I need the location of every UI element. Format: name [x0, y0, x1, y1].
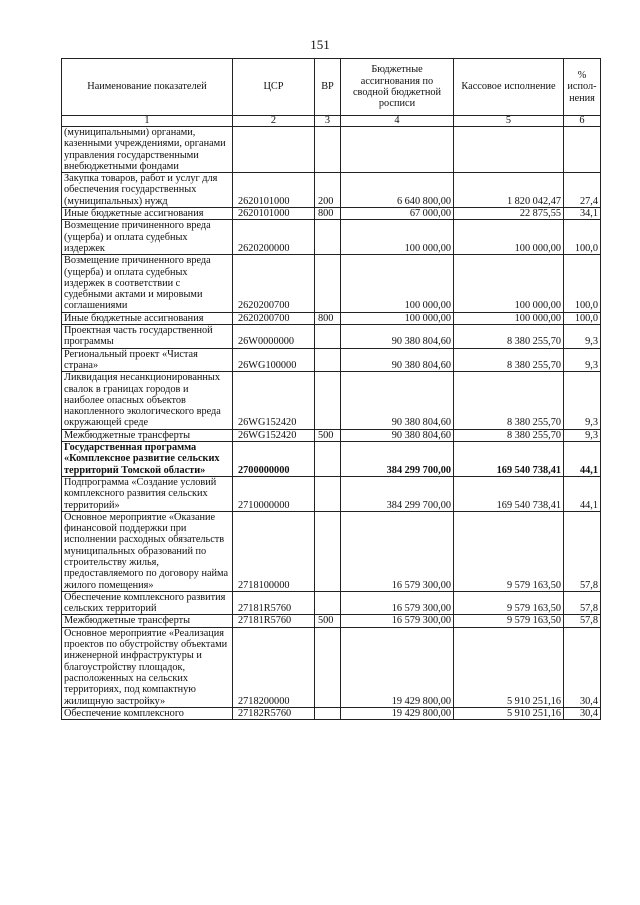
cell-name: Ликвидация несанкционированных свалок в границах городов и наиболее опасных объектов накопленного экологического вреда окружающей среде	[62, 372, 233, 429]
cell-percent: 30,4	[564, 627, 601, 707]
header-percent: % испол-нения	[564, 59, 601, 116]
cell-budget: 100 000,00	[341, 312, 454, 324]
cell-csr: 2620200700	[233, 312, 315, 324]
cell-csr: 27181R5760	[233, 615, 315, 627]
cell-name: Межбюджетные трансферты	[62, 429, 233, 441]
table-row	[62, 511, 601, 591]
cell-percent: 27,4	[564, 173, 601, 208]
cell-vr	[315, 127, 341, 173]
cell-name: Иные бюджетные ассигнования	[62, 312, 233, 324]
cell-cash: 100 000,00	[454, 312, 564, 324]
cell-csr: 2700000000	[233, 442, 315, 477]
table-row	[62, 476, 601, 511]
table-row	[62, 591, 601, 615]
cell-percent: 9,3	[564, 429, 601, 441]
cell-name: Региональный проект «Чистая страна»	[62, 348, 233, 372]
cell-csr: 26WG152420	[233, 372, 315, 429]
cell-csr: 2710000000	[233, 476, 315, 511]
cell-name: (муниципальными) органами, казенными учреждениями, органами управления государственными внебюджетными фондами	[62, 127, 233, 173]
cell-csr: 2620200700	[233, 255, 315, 312]
cell-budget: 384 299 700,00	[341, 476, 454, 511]
column-number: 2	[233, 116, 315, 127]
cell-vr	[315, 511, 341, 591]
cell-name: Подпрограмма «Создание условий комплексного развития сельских территорий»	[62, 476, 233, 511]
cell-vr: 500	[315, 615, 341, 627]
column-number-row	[62, 116, 601, 127]
column-number: 1	[62, 116, 233, 127]
cell-cash: 5 910 251,16	[454, 627, 564, 707]
column-number: 6	[564, 116, 601, 127]
cell-percent: 57,8	[564, 511, 601, 591]
budget-execution-table	[61, 58, 601, 720]
cell-vr: 800	[315, 312, 341, 324]
cell-cash: 100 000,00	[454, 220, 564, 255]
cell-percent	[564, 127, 601, 173]
cell-cash	[454, 127, 564, 173]
cell-budget: 90 380 804,60	[341, 372, 454, 429]
cell-csr: 2620101000	[233, 208, 315, 220]
cell-vr: 800	[315, 208, 341, 220]
table-row	[62, 615, 601, 627]
cell-percent: 9,3	[564, 325, 601, 349]
cell-cash: 100 000,00	[454, 255, 564, 312]
table-row	[62, 173, 601, 208]
cell-percent: 9,3	[564, 348, 601, 372]
cell-cash: 9 579 163,50	[454, 591, 564, 615]
header-name: Наименование показателей	[62, 59, 233, 116]
cell-cash: 169 540 738,41	[454, 476, 564, 511]
cell-vr	[315, 255, 341, 312]
cell-vr	[315, 591, 341, 615]
cell-budget: 90 380 804,60	[341, 325, 454, 349]
cell-vr	[315, 220, 341, 255]
cell-vr	[315, 442, 341, 477]
cell-budget: 16 579 300,00	[341, 591, 454, 615]
cell-cash: 1 820 042,47	[454, 173, 564, 208]
cell-budget: 67 000,00	[341, 208, 454, 220]
cell-name: Возмещение причиненного вреда (ущерба) и оплата судебных издержек	[62, 220, 233, 255]
cell-percent: 100,0	[564, 220, 601, 255]
table-row	[62, 348, 601, 372]
cell-csr: 27182R5760	[233, 707, 315, 719]
cell-percent: 34,1	[564, 208, 601, 220]
column-number: 4	[341, 116, 454, 127]
cell-vr	[315, 627, 341, 707]
cell-name: Иные бюджетные ассигнования	[62, 208, 233, 220]
table-row	[62, 220, 601, 255]
table-row	[62, 627, 601, 707]
cell-budget	[341, 127, 454, 173]
cell-budget: 90 380 804,60	[341, 429, 454, 441]
cell-vr	[315, 476, 341, 511]
cell-percent: 30,4	[564, 707, 601, 719]
cell-cash: 169 540 738,41	[454, 442, 564, 477]
cell-name: Межбюджетные трансферты	[62, 615, 233, 627]
table-row	[62, 325, 601, 349]
cell-cash: 9 579 163,50	[454, 511, 564, 591]
cell-name: Основное мероприятие «Реализация проектов по обустройству объектами инженерной инфраструктуры и благоустройству площадок, расположенных на сельских территориях, под компактную жилищную застройку»	[62, 627, 233, 707]
cell-cash: 8 380 255,70	[454, 325, 564, 349]
table-row	[62, 127, 601, 173]
column-number: 3	[315, 116, 341, 127]
cell-vr	[315, 707, 341, 719]
cell-csr: 2620101000	[233, 173, 315, 208]
cell-vr: 500	[315, 429, 341, 441]
cell-name: Возмещение причиненного вреда (ущерба) и оплата судебных издержек в соответствии с судебными актами и мировыми соглашениями	[62, 255, 233, 312]
header-vr: ВР	[315, 59, 341, 116]
cell-name: Государственная программа «Комплексное развитие сельских территорий Томской области»	[62, 442, 233, 477]
table-row	[62, 208, 601, 220]
cell-cash: 5 910 251,16	[454, 707, 564, 719]
cell-percent: 100,0	[564, 255, 601, 312]
cell-budget: 19 429 800,00	[341, 627, 454, 707]
cell-budget: 16 579 300,00	[341, 511, 454, 591]
cell-budget: 100 000,00	[341, 255, 454, 312]
cell-vr	[315, 372, 341, 429]
cell-vr	[315, 348, 341, 372]
cell-csr: 2718200000	[233, 627, 315, 707]
cell-budget: 100 000,00	[341, 220, 454, 255]
cell-cash: 8 380 255,70	[454, 372, 564, 429]
cell-cash: 8 380 255,70	[454, 429, 564, 441]
cell-cash: 9 579 163,50	[454, 615, 564, 627]
cell-name: Обеспечение комплексного	[62, 707, 233, 719]
table-row	[62, 429, 601, 441]
cell-csr: 26WG100000	[233, 348, 315, 372]
cell-budget: 16 579 300,00	[341, 615, 454, 627]
header-row	[62, 59, 601, 116]
cell-name: Основное мероприятие «Оказание финансовой поддержки при исполнении расходных обязательств муниципальных образований по строительству жилья, предоставляемого по договору найма жилого помещения»	[62, 511, 233, 591]
cell-name: Обеспечение комплексного развития сельских территорий	[62, 591, 233, 615]
cell-percent: 57,8	[564, 591, 601, 615]
cell-cash: 8 380 255,70	[454, 348, 564, 372]
cell-percent: 57,8	[564, 615, 601, 627]
cell-vr	[315, 325, 341, 349]
column-number: 5	[454, 116, 564, 127]
cell-budget: 384 299 700,00	[341, 442, 454, 477]
cell-percent: 44,1	[564, 442, 601, 477]
cell-budget: 6 640 800,00	[341, 173, 454, 208]
table-body	[62, 127, 601, 720]
cell-name: Проектная часть государственной программы	[62, 325, 233, 349]
cell-name: Закупка товаров, работ и услуг для обеспечения государственных (муниципальных) нужд	[62, 173, 233, 208]
cell-csr: 2718100000	[233, 511, 315, 591]
cell-budget: 90 380 804,60	[341, 348, 454, 372]
cell-csr: 27181R5760	[233, 591, 315, 615]
cell-percent: 100,0	[564, 312, 601, 324]
header-budget: Бюджетные ассигнования по сводной бюджетной росписи	[341, 59, 454, 116]
cell-csr	[233, 127, 315, 173]
table-row	[62, 707, 601, 719]
table-row	[62, 255, 601, 312]
cell-csr: 2620200000	[233, 220, 315, 255]
header-csr: ЦСР	[233, 59, 315, 116]
table-row	[62, 442, 601, 477]
cell-vr: 200	[315, 173, 341, 208]
header-cash: Кассовое исполнение	[454, 59, 564, 116]
cell-csr: 26WG152420	[233, 429, 315, 441]
cell-percent: 9,3	[564, 372, 601, 429]
page-number: 151	[310, 37, 330, 52]
table-row	[62, 312, 601, 324]
cell-csr: 26W0000000	[233, 325, 315, 349]
cell-percent: 44,1	[564, 476, 601, 511]
cell-budget: 19 429 800,00	[341, 707, 454, 719]
cell-cash: 22 875,55	[454, 208, 564, 220]
table-row	[62, 372, 601, 429]
